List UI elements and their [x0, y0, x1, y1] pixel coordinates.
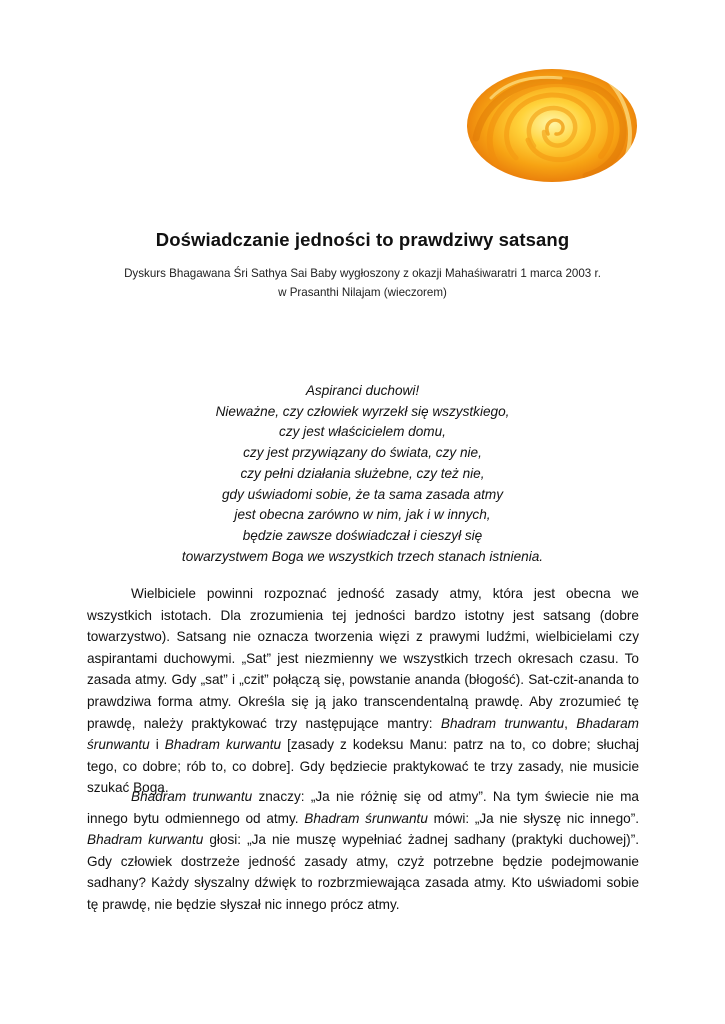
poem-line: jest obecna zarówno w nim, jak i w innych,: [234, 507, 491, 523]
paragraph-text: ,: [564, 715, 577, 731]
poem-line: Aspiranci duchowi!: [305, 383, 420, 398]
document-title: Doświadczanie jedności to prawdziwy satsang: [155, 229, 570, 250]
poem-line: czy jest właścicielem domu,: [279, 424, 446, 440]
subtitle-line: w Prasanthi Nilajam (wieczorem): [278, 286, 447, 299]
paragraph-text: i: [149, 737, 165, 753]
mantra-term: Bhadram kurwantu: [87, 832, 204, 848]
poem-line: towarzystwem Boga we wszystkich trzech stanach istnienia.: [181, 548, 544, 564]
poem-line: czy pełni działania służebne, czy też nie,: [240, 465, 485, 481]
document-subtitle: [0, 264, 725, 302]
poem-line: czy jest przywiązany do świata, czy nie,: [243, 445, 482, 461]
mantra-term: Bhadram kurwantu: [164, 737, 282, 753]
subtitle-line: Dyskurs Bhagawana Śri Sathya Sai Baby wygłoszony z okazji Mahaśiwaratri 1 marca 2003 r.: [124, 267, 601, 280]
poem-line: Nieważne, czy człowiek wyrzekł się wszystkiego,: [215, 403, 510, 419]
paragraph-text: znaczy: „Ja nie różnię się od atmy”. Na tym świecie nie ma innego bytu odmiennego od atmy.: [87, 789, 639, 826]
mantra-term: Bhadram śrunwantu: [304, 810, 428, 826]
paragraph-text: Wielbiciele powinni rozpoznać jedność zasady atmy, która jest obecna we wszystkich istotach. Dla zrozumienia tej jedności bardzo istotny jest satsang (dobre towarzystwo). Satsang nie oznacza tworzenia więzi z prawymi ludźmi, wielbicielami czy aspirantami duchowymi. „Sat” jest niezmienny we wszystkich trzech okresach czasu. To zasada atmy. Gdy „sat” i „czit” połączą się, powstanie ananda (błogość). Sat-czit-ananda to prawdziwa forma atmy. Określa się ją jako transcendentalną prawdę. Aby zrozumieć tę prawdę, należy praktykować trzy następujące mantry:: [87, 586, 639, 731]
mantra-term: Bhadaram śrunwantu: [87, 715, 639, 753]
mantra-term: Bhadram trunwantu: [131, 789, 253, 804]
paragraph-text: [zasady z kodeksu Manu: patrz na to, co dobre; słuchaj tego, co dobre; rób to, co dobre]. Gdy będziecie praktykować te trzy zasady, nie musicie szukać Boga.: [87, 737, 640, 796]
mantra-term: Bhadram trunwantu: [440, 715, 565, 731]
body-paragraph: [87, 583, 639, 799]
paragraph-text: głosi: „Ja nie muszę wypełniać żadnej sadhany (praktyki duchowej)”. Gdy człowiek dostrzeże jedność zasady atmy, czyż potrzebne będzie podejmowanie sadhany? Każdy słyszalny dźwięk to rozbrzmiewająca zasada atmy. Kto uświadomi sobie tę prawdę, nie będzie słyszał nic innego prócz atmy.: [87, 832, 639, 912]
body-paragraph: [87, 786, 639, 916]
opening-poem: [0, 381, 725, 567]
poem-line: będzie zawsze doświadczał i cieszył się: [242, 527, 483, 543]
rose-icon: [466, 68, 638, 183]
paragraph-text: mówi: „Ja nie słyszę nic innego”.: [427, 810, 640, 826]
poem-line: gdy uświadomi sobie, że ta sama zasada atmy: [221, 486, 504, 502]
